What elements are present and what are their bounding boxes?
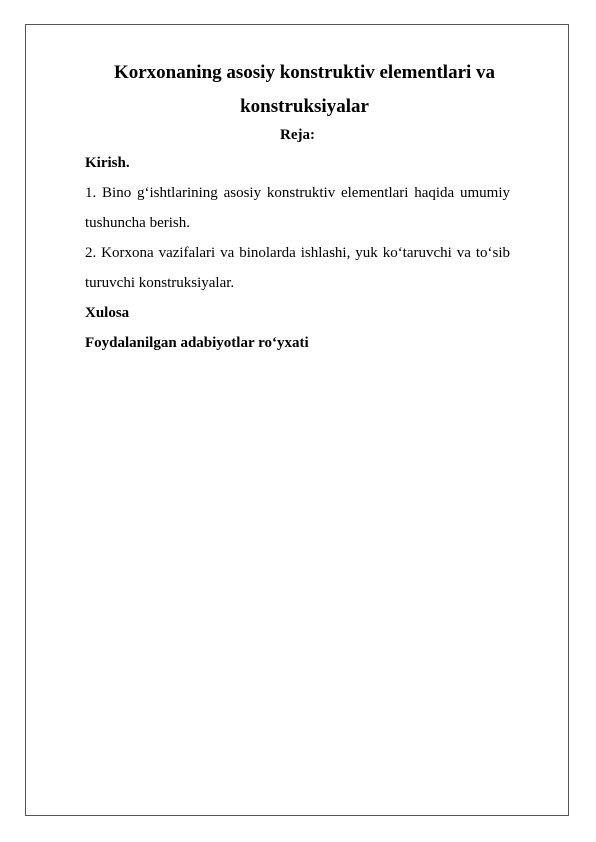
plan-item-conclusion: Xulosa (85, 305, 130, 321)
plan-item-2: 2. Korxona vazifalari va binolarda ishlashi, yuk ko‘taruvchi va to‘sib turuvchi konstruksiyalar. (85, 245, 510, 291)
document-title: Korxonaning asosiy konstruktiv elementlari va konstruksiyalar (113, 62, 496, 117)
plan-item-references: Foydalanilgan adabiyotlar ro‘yxati (85, 335, 309, 351)
plan-item-1: 1. Bino g‘ishtlarining asosiy konstruktiv elementlari haqida umumiy tushuncha berish. (85, 185, 510, 231)
plan-heading: Reja: (280, 127, 315, 143)
document-body (85, 56, 510, 358)
plan-item-introduction: Kirish. (85, 155, 130, 171)
